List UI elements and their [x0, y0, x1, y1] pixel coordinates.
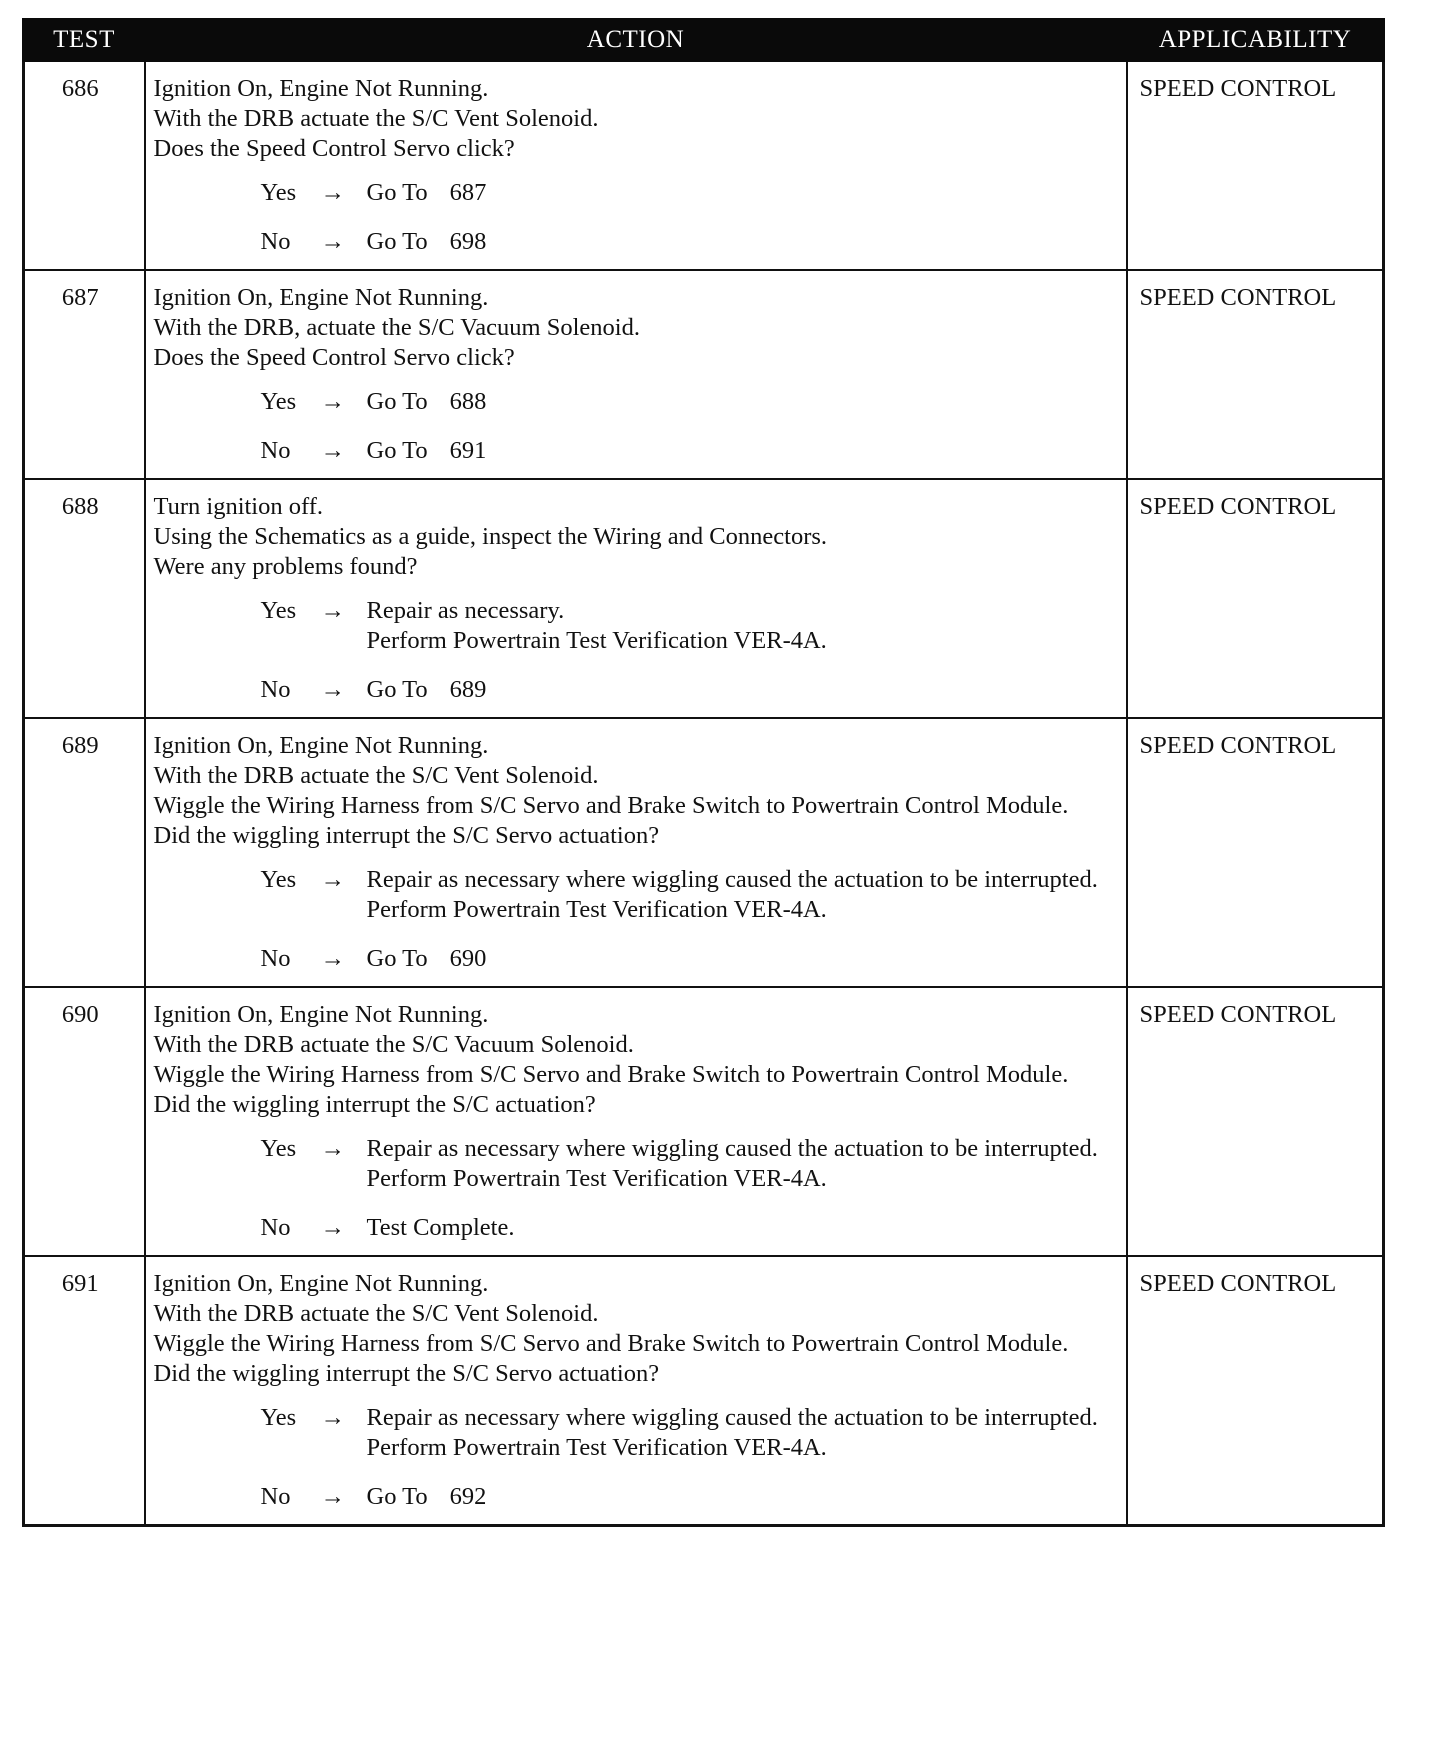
result-no-text: [367, 1213, 1118, 1243]
column-header-action: ACTION: [145, 20, 1127, 61]
table-row: [24, 718, 1384, 987]
action-step: With the DRB actuate the S/C Vacuum Solenoid.: [153, 1031, 634, 1058]
goto-test-number: 691: [449, 437, 487, 464]
goto-test-number: 690: [449, 945, 487, 972]
action-cell: [145, 61, 1127, 271]
arrow-right-icon: →: [320, 676, 345, 703]
goto-label: Go To: [366, 388, 428, 415]
result-branches: [154, 596, 1118, 705]
action-step: With the DRB actuate the S/C Vent Solenoid.: [153, 105, 599, 132]
result-no-label: No: [260, 228, 291, 255]
result-no: [154, 1213, 1118, 1243]
action-step: With the DRB, actuate the S/C Vacuum Solenoid.: [153, 314, 640, 341]
action-step: Did the wiggling interrupt the S/C actuation?: [153, 1091, 596, 1118]
goto-test-number: 688: [449, 388, 487, 415]
result-line: Repair as necessary.: [366, 597, 565, 624]
action-step: Ignition On, Engine Not Running.: [153, 1001, 489, 1028]
result-no-text: [367, 944, 1118, 974]
result-branches: [154, 387, 1118, 466]
applicability-cell: SPEED CONTROL: [1127, 987, 1384, 1256]
action-cell: [145, 718, 1127, 987]
arrow-right-icon: →: [320, 597, 345, 624]
goto-label: Go To: [366, 228, 428, 255]
result-no-text: [367, 227, 1118, 257]
goto-label: Go To: [366, 945, 428, 972]
result-yes-label: Yes: [260, 388, 297, 415]
test-number: 686: [24, 61, 145, 271]
applicability-cell: SPEED CONTROL: [1127, 1256, 1384, 1526]
table-header-row: [24, 20, 1384, 61]
result-no: [154, 1482, 1118, 1512]
column-header-applicability: APPLICABILITY: [1127, 20, 1384, 61]
test-number: 691: [24, 1256, 145, 1526]
goto-test-number: 692: [449, 1483, 487, 1510]
result-yes-text: [367, 1134, 1118, 1194]
result-line: Perform Powertrain Test Verification VER-4A.: [366, 1434, 827, 1461]
result-yes: [154, 178, 1118, 208]
action-cell: [145, 479, 1127, 718]
arrow-right-icon: →: [320, 437, 345, 464]
result-yes-label: Yes: [260, 1404, 297, 1431]
result-line: Repair as necessary where wiggling caused the actuation to be interrupted.: [366, 1404, 1098, 1431]
result-no: [154, 944, 1118, 974]
goto-test-number: 687: [449, 179, 487, 206]
result-line: Perform Powertrain Test Verification VER-4A.: [366, 1165, 827, 1192]
result-yes-text: [367, 178, 1118, 208]
result-yes-label: Yes: [260, 597, 297, 624]
diagnostic-test-table: [22, 18, 1385, 1527]
result-yes-text: [367, 596, 1118, 656]
result-no-label: No: [260, 1214, 291, 1241]
result-no-label: No: [260, 676, 291, 703]
applicability-cell: SPEED CONTROL: [1127, 270, 1384, 479]
arrow-right-icon: →: [320, 1404, 345, 1431]
result-yes: [154, 387, 1118, 417]
action-step: Were any problems found?: [153, 553, 418, 580]
action-step: Does the Speed Control Servo click?: [153, 344, 515, 371]
action-step: Does the Speed Control Servo click?: [153, 135, 515, 162]
action-cell: [145, 1256, 1127, 1526]
result-no-text: [367, 1482, 1118, 1512]
goto-test-number: 698: [449, 228, 487, 255]
result-yes-text: [367, 1403, 1118, 1463]
test-number: 689: [24, 718, 145, 987]
result-no-label: No: [260, 1483, 291, 1510]
applicability-cell: SPEED CONTROL: [1127, 61, 1384, 271]
table-row: [24, 270, 1384, 479]
arrow-right-icon: →: [320, 945, 345, 972]
result-no: [154, 436, 1118, 466]
result-yes: [154, 865, 1118, 925]
result-no: [154, 675, 1118, 705]
result-line: Perform Powertrain Test Verification VER-4A.: [366, 896, 827, 923]
action-step: Did the wiggling interrupt the S/C Servo actuation?: [153, 822, 660, 849]
action-step: Ignition On, Engine Not Running.: [153, 1270, 489, 1297]
result-line: Repair as necessary where wiggling caused the actuation to be interrupted.: [366, 1135, 1098, 1162]
result-yes-label: Yes: [260, 179, 297, 206]
action-step: Using the Schematics as a guide, inspect the Wiring and Connectors.: [153, 523, 828, 550]
result-no-label: No: [260, 945, 291, 972]
result-line: Test Complete.: [366, 1214, 515, 1241]
test-number: 690: [24, 987, 145, 1256]
result-yes-text: [367, 865, 1118, 925]
action-step: Did the wiggling interrupt the S/C Servo actuation?: [153, 1360, 660, 1387]
table-row: [24, 479, 1384, 718]
action-step: Turn ignition off.: [153, 493, 323, 520]
action-cell: [145, 987, 1127, 1256]
goto-label: Go To: [366, 179, 428, 206]
arrow-right-icon: →: [320, 388, 345, 415]
arrow-right-icon: →: [320, 866, 345, 893]
column-header-test: TEST: [24, 20, 145, 61]
result-yes: [154, 1134, 1118, 1194]
arrow-right-icon: →: [320, 228, 345, 255]
result-yes: [154, 596, 1118, 656]
arrow-right-icon: →: [320, 1214, 345, 1241]
action-step: With the DRB actuate the S/C Vent Solenoid.: [153, 762, 599, 789]
table-row: [24, 61, 1384, 271]
goto-label: Go To: [366, 676, 428, 703]
arrow-right-icon: →: [320, 179, 345, 206]
table-body: [24, 61, 1384, 1526]
arrow-right-icon: →: [320, 1135, 345, 1162]
arrow-right-icon: →: [320, 1483, 345, 1510]
action-step: Wiggle the Wiring Harness from S/C Servo and Brake Switch to Powertrain Control Module.: [153, 792, 1069, 819]
result-branches: [154, 178, 1118, 257]
result-no: [154, 227, 1118, 257]
result-yes-label: Yes: [260, 1135, 297, 1162]
action-cell: [145, 270, 1127, 479]
applicability-cell: SPEED CONTROL: [1127, 718, 1384, 987]
result-line: Perform Powertrain Test Verification VER-4A.: [366, 627, 827, 654]
result-yes-label: Yes: [260, 866, 297, 893]
goto-label: Go To: [366, 437, 428, 464]
result-no-label: No: [260, 437, 291, 464]
table-row: [24, 1256, 1384, 1526]
test-number: 687: [24, 270, 145, 479]
action-step: Wiggle the Wiring Harness from S/C Servo and Brake Switch to Powertrain Control Module.: [153, 1330, 1069, 1357]
result-yes: [154, 1403, 1118, 1463]
result-no-text: [367, 675, 1118, 705]
action-step: With the DRB actuate the S/C Vent Solenoid.: [153, 1300, 599, 1327]
result-branches: [154, 865, 1118, 974]
applicability-cell: SPEED CONTROL: [1127, 479, 1384, 718]
goto-label: Go To: [366, 1483, 428, 1510]
goto-test-number: 689: [449, 676, 487, 703]
action-step: Ignition On, Engine Not Running.: [153, 284, 489, 311]
action-step: Ignition On, Engine Not Running.: [153, 732, 489, 759]
result-branches: [154, 1403, 1118, 1512]
action-step: Wiggle the Wiring Harness from S/C Servo and Brake Switch to Powertrain Control Module.: [153, 1061, 1069, 1088]
action-step: Ignition On, Engine Not Running.: [153, 75, 489, 102]
result-yes-text: [367, 387, 1118, 417]
table-row: [24, 987, 1384, 1256]
test-number: 688: [24, 479, 145, 718]
result-line: Repair as necessary where wiggling caused the actuation to be interrupted.: [366, 866, 1098, 893]
result-no-text: [367, 436, 1118, 466]
result-branches: [154, 1134, 1118, 1243]
